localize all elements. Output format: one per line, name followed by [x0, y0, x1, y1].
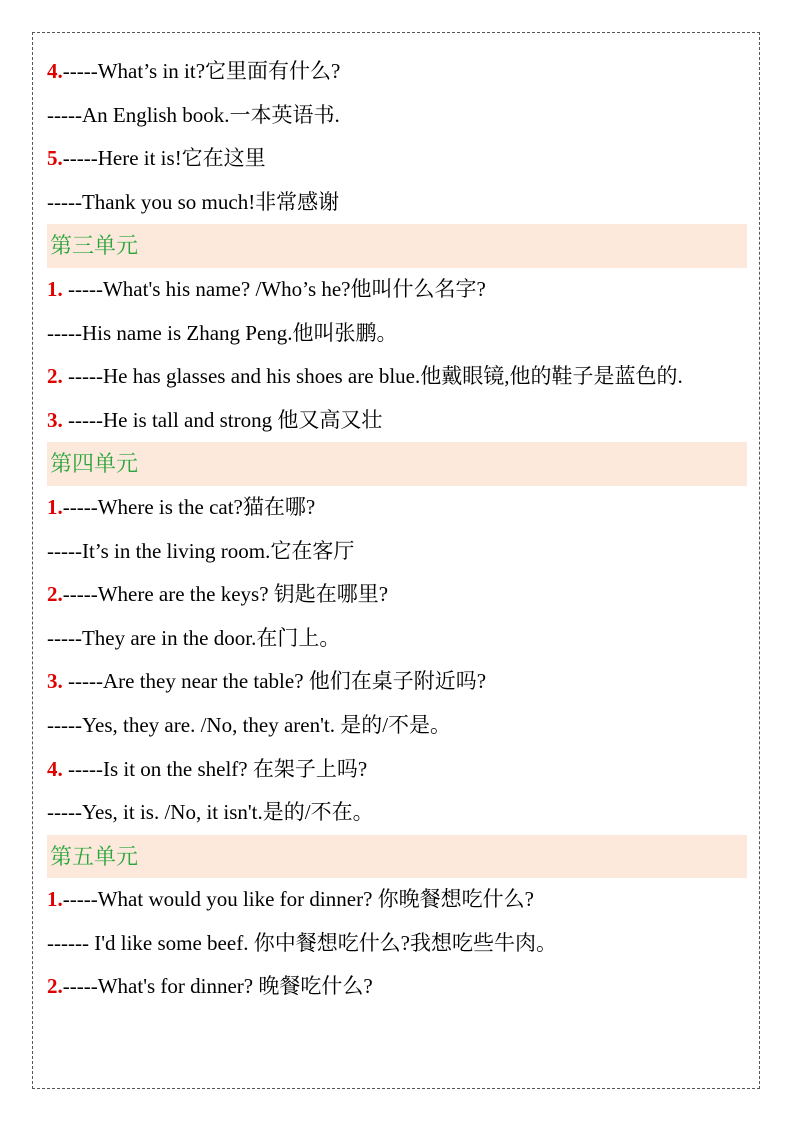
dialogue-line	[47, 965, 747, 1009]
line-text: ------ I'd like some beef. 你中餐想吃什么?我想吃些牛肉。	[47, 930, 558, 955]
item-number: 2.	[47, 582, 63, 607]
line-text: -----What would you like for dinner? 你晚餐想吃什么?	[62, 887, 534, 912]
unit-heading: 第四单元	[47, 442, 747, 486]
dialogue-line	[47, 922, 747, 966]
line-text: -----What's his name? /Who’s he?他叫什么名字?	[68, 276, 486, 301]
unit-heading: 第三单元	[47, 224, 747, 268]
line-text: -----What's for dinner? 晚餐吃什么?	[62, 974, 373, 999]
dialogue-line	[47, 573, 747, 617]
line-text: -----Where are the keys? 钥匙在哪里?	[62, 582, 389, 607]
document-content	[47, 50, 747, 1009]
dialogue-line	[47, 50, 747, 94]
line-text: -----Yes, they are. /No, they aren't. 是的/不是。	[47, 712, 452, 737]
line-text: -----It’s in the living room.它在客厅	[47, 538, 355, 563]
item-number: 1.	[47, 494, 63, 519]
item-number: 2.	[47, 974, 63, 999]
dialogue-line	[47, 660, 747, 704]
dialogue-line	[47, 137, 747, 181]
dialogue-line	[47, 268, 747, 312]
dialogue-line	[47, 181, 747, 225]
line-text: -----Here it is!它在这里	[62, 146, 266, 171]
item-number: 5.	[47, 146, 63, 171]
item-number: 4.	[47, 59, 63, 83]
line-text: -----Yes, it is. /No, it isn't.是的/不在。	[47, 800, 374, 825]
dialogue-line	[47, 486, 747, 530]
line-text: -----He has glasses and his shoes are blue.他戴眼镜,他的鞋子是蓝色的.	[68, 364, 683, 389]
item-number: 3.	[47, 669, 68, 694]
item-number: 3.	[47, 407, 68, 432]
item-number: 2.	[47, 364, 68, 389]
line-text: -----Is it on the shelf? 在架子上吗?	[68, 756, 368, 781]
dialogue-line	[47, 530, 747, 574]
dialogue-line	[47, 94, 747, 138]
line-text: -----An English book.一本英语书.	[47, 102, 340, 127]
line-text: -----Where is the cat?猫在哪?	[62, 494, 316, 519]
line-text: -----He is tall and strong 他又高又壮	[68, 407, 383, 432]
line-text: -----What’s in it?它里面有什么?	[62, 59, 341, 83]
dialogue-line	[47, 617, 747, 661]
dialogue-line	[47, 399, 747, 443]
dialogue-line	[47, 704, 747, 748]
line-text: -----They are in the door.在门上。	[47, 625, 341, 650]
dialogue-line	[47, 791, 747, 835]
dialogue-line	[47, 748, 747, 792]
item-number: 1.	[47, 276, 68, 301]
line-text: -----Are they near the table? 他们在桌子附近吗?	[68, 669, 487, 694]
line-text: -----Thank you so much!非常感谢	[47, 189, 340, 214]
unit-heading: 第五单元	[47, 835, 747, 879]
item-number: 4.	[47, 756, 68, 781]
item-number: 1.	[47, 887, 63, 912]
dialogue-line	[47, 312, 747, 356]
line-text: -----His name is Zhang Peng.他叫张鹏。	[47, 320, 398, 345]
dialogue-line	[47, 878, 747, 922]
dialogue-line	[47, 355, 747, 399]
